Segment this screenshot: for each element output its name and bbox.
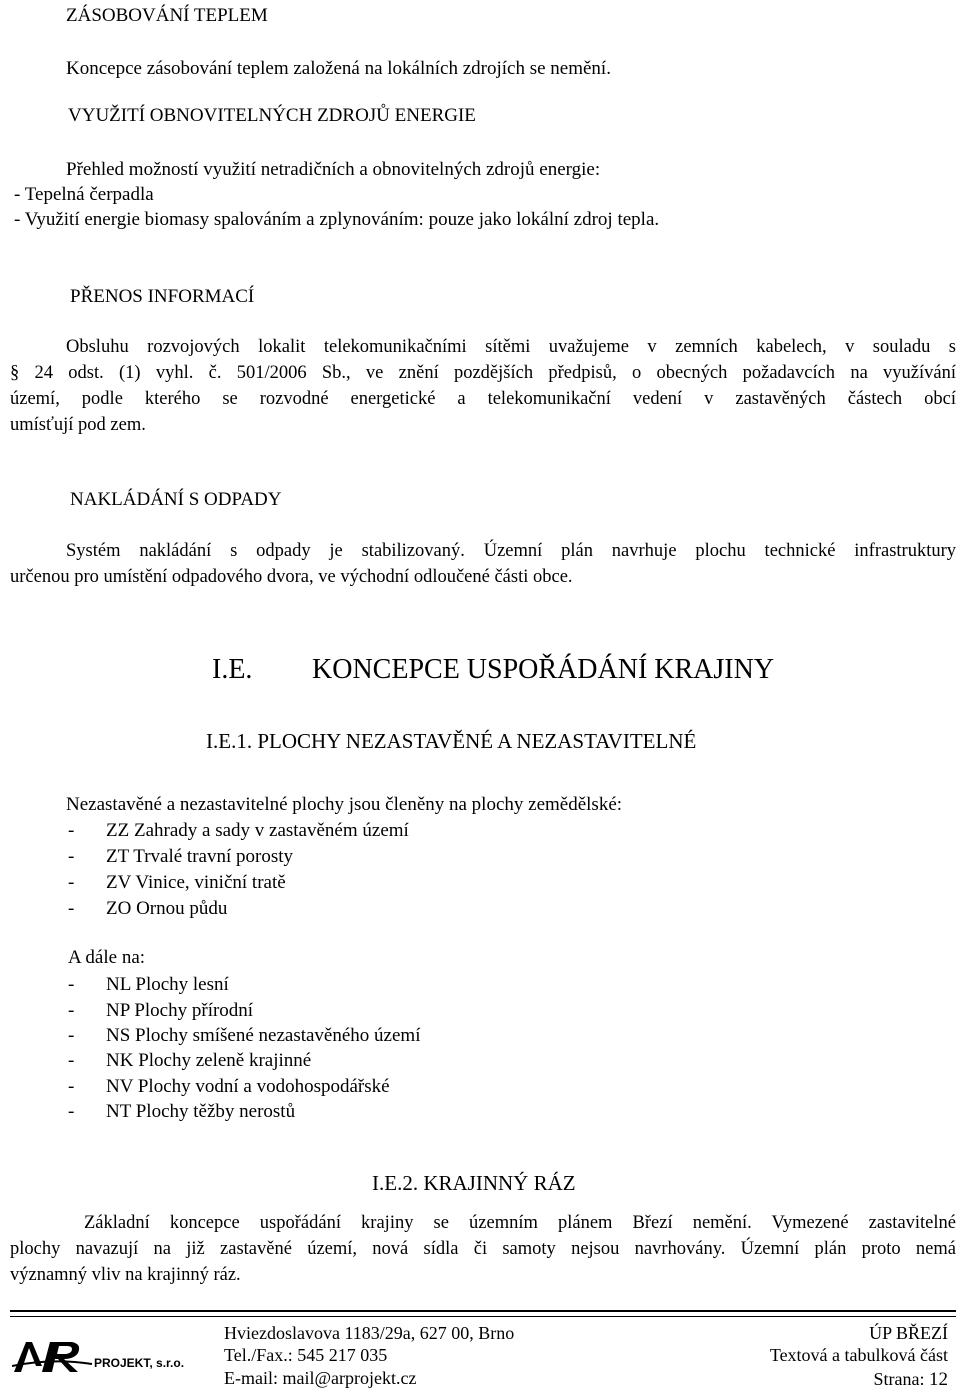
logo-text: PROJEKT, s.r.o.	[94, 1356, 185, 1370]
list-dash: -	[68, 1050, 75, 1071]
chapter-title: KONCEPCE USPOŘÁDÁNÍ KRAJINY	[312, 654, 775, 685]
page-number: 12	[929, 1369, 948, 1390]
paragraph-line: umísťují pod zem.	[10, 415, 146, 435]
footer-client: ÚP BŘEZÍ	[869, 1323, 948, 1343]
paragraph-line: Systém nakládání s odpady je stabilizovaný. Územní plán navrhuje plochu technické infrastruktury	[66, 541, 956, 561]
list-dash: -	[68, 1076, 75, 1097]
heading-ie1: I.E.1. PLOCHY NEZASTAVĚNÉ A NEZASTAVITELNÉ	[206, 729, 697, 753]
footer-address: Hviezdoslavova 1183/29a, 627 00, Brno	[224, 1323, 515, 1343]
paragraph-line: Základní koncepce uspořádání krajiny se územním plánem Březí nemění. Vymezené zastavitelné	[84, 1213, 956, 1233]
paragraph-line: Obsluhu rozvojových lokalit telekomunikačními sítěmi uvažujeme v zemních kabelech, v souladu s	[66, 337, 956, 357]
paragraph-obnovitelne-intro: Přehled možností využití netradičních a obnovitelných zdrojů energie:	[66, 159, 601, 180]
paragraph-a-dale-na: A dále na:	[68, 947, 146, 968]
page-label: Strana:	[873, 1369, 925, 1389]
heading-zasobovani-teplem: ZÁSOBOVÁNÍ TEPLEM	[66, 5, 268, 26]
paragraph-line: plochy navazují na již zastavěné území, nová sídla či samoty nejsou navrhovány. Územní plán proto nemá	[10, 1239, 956, 1259]
heading-prenos-informaci: PŘENOS INFORMACÍ	[70, 286, 255, 307]
list-dash: -	[68, 1000, 75, 1021]
paragraph-line: určenou pro umístění odpadového dvora, ve východní odloučené části obce.	[10, 567, 573, 587]
list-dash: -	[68, 1025, 75, 1046]
heading-obnovitelne-zdroje: VYUŽITÍ OBNOVITELNÝCH ZDROJŮ ENERGIE	[68, 105, 476, 126]
footer-rule-thin	[10, 1316, 956, 1317]
footer-phone: Tel./Fax.: 545 217 035	[224, 1345, 388, 1365]
list-item: - Využití energie biomasy spalováním a zplynováním: pouze jako lokální zdroj tepla.	[14, 209, 660, 230]
paragraph-line: území, podle kterého se rozvodné energetické a telekomunikační vedení v zastavěných částech obcí	[10, 389, 956, 409]
footer-rule	[10, 1310, 956, 1312]
list-dash: -	[68, 820, 75, 841]
list-item: NL Plochy lesní	[106, 974, 229, 995]
footer-email: E-mail: mail@arprojekt.cz	[224, 1368, 417, 1388]
list-dash: -	[68, 898, 75, 919]
list-item: NT Plochy těžby nerostů	[106, 1101, 296, 1122]
chapter-number: I.E.	[212, 654, 253, 685]
footer-part: Textová a tabulková část	[769, 1345, 948, 1365]
heading-ie2: I.E.2. KRAJINNÝ RÁZ	[372, 1171, 576, 1195]
list-dash: -	[68, 1101, 75, 1122]
paragraph-zasobovani: Koncepce zásobování teplem založená na lokálních zdrojích se nemění.	[66, 58, 611, 79]
list-item: - Tepelná čerpadla	[14, 184, 154, 205]
list-dash: -	[68, 974, 75, 995]
paragraph-line: § 24 odst. (1) vyhl. č. 501/2006 Sb., ve znění pozdějších předpisů, o obecných požadavcích na využívání	[10, 363, 956, 383]
list-item: ZO Ornou půdu	[106, 898, 228, 919]
company-logo	[12, 1336, 212, 1376]
list-item: NK Plochy zeleně krajinné	[106, 1050, 312, 1071]
list-item: NP Plochy přírodní	[106, 1000, 254, 1021]
list-item: ZV Vinice, viniční tratě	[106, 872, 286, 893]
paragraph-line: významný vliv na krajinný ráz.	[10, 1265, 241, 1285]
list-item: ZZ Zahrady a sady v zastavěném území	[106, 820, 409, 841]
list-item: NS Plochy smíšené nezastavěného území	[106, 1025, 421, 1046]
paragraph-ie1-intro: Nezastavěné a nezastavitelné plochy jsou členěny na plochy zemědělské:	[66, 794, 623, 815]
list-item: ZT Trvalé travní porosty	[106, 846, 294, 867]
list-dash: -	[68, 846, 75, 867]
heading-nakladani-s-odpady: NAKLÁDÁNÍ S ODPADY	[70, 489, 282, 510]
footer-page	[874, 1366, 949, 1393]
list-dash: -	[68, 872, 75, 893]
list-item: NV Plochy vodní a vodohospodářské	[106, 1076, 390, 1097]
